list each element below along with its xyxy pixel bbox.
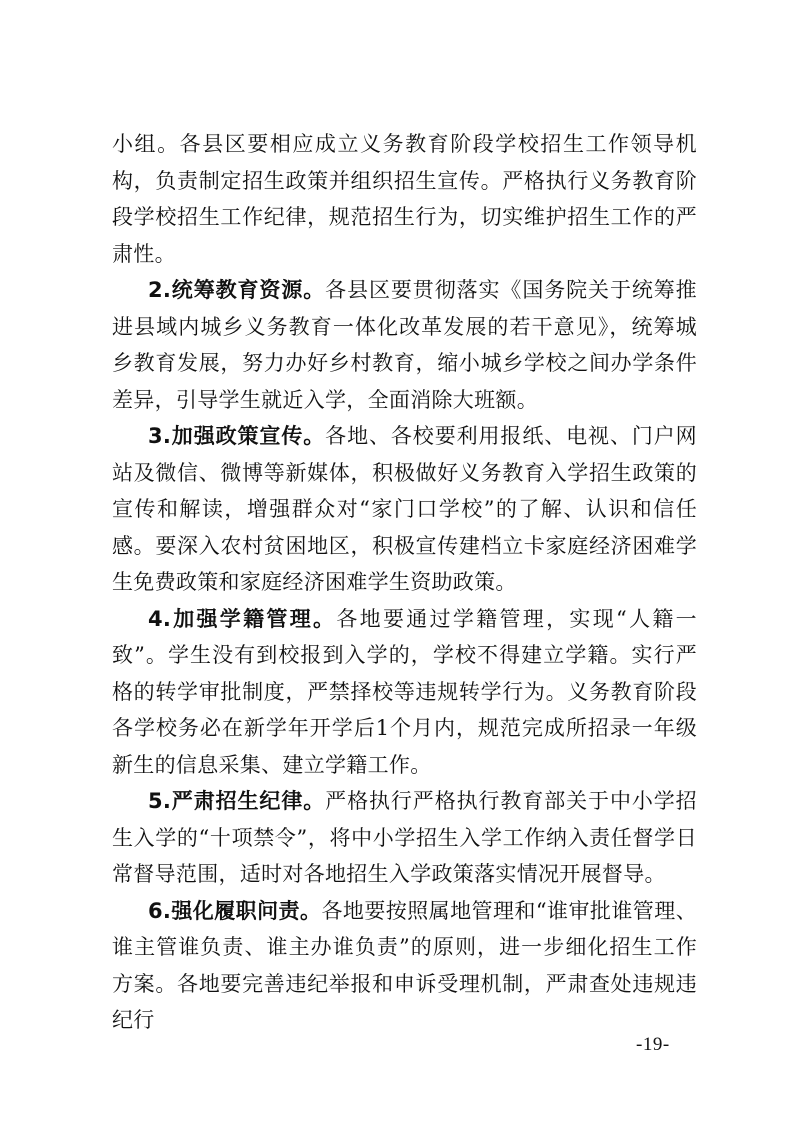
paragraph-6-heading: 6.强化履职问责。 xyxy=(148,898,322,923)
paragraph-2-text: 各县区要贯彻落实《国务院关于统筹推进县域内城乡义务教育一体化改革发展的若干意见》，统筹城乡教育发展，努力办好乡村教育，缩小城乡学校之间办学条件差异，引导学生就近入学，全面消除大班额。 xyxy=(112,278,697,412)
page-number: -19- xyxy=(636,1034,670,1055)
paragraph-3-text: 各地、各校要利用报纸、电视、门户网站及微信、微博等新媒体，积极做好义务教育入学招生政策的宣传和解读，增强群众对“家门口学校”的了解、认识和信任感。要深入农村贫困地区，积极宣传建档立卡家庭经济困难学生免费政策和家庭经济困难学生资助政策。 xyxy=(112,424,697,594)
paragraph-2-heading: 2.统筹教育资源。 xyxy=(148,278,326,302)
paragraph-2 xyxy=(112,272,697,418)
paragraph-4-heading: 4.加强学籍管理。 xyxy=(148,606,337,631)
paragraph-1-text: 小组。各县区要相应成立义务教育阶段学校招生工作领导机构，负责制定招生政策并组织招生宣传。严格执行义务教育阶段学校招生工作纪律，规范招生行为，切实维护招生工作的严肃性。 xyxy=(112,132,697,266)
document-body xyxy=(112,126,697,1039)
paragraph-4-text: 各地要通过学籍管理，实现“人籍一致”。学生没有到校报到入学的，学校不得建立学籍。实行严格的转学审批制度，严禁择校等违规转学行为。义务教育阶段各学校务必在新学年开学后1个月内，规范完成所招录一年级新生的信息采集、建立学籍工作。 xyxy=(112,606,697,777)
paragraph-1 xyxy=(112,126,697,272)
paragraph-4 xyxy=(112,601,697,784)
paragraph-3-heading: 3.加强政策宣传。 xyxy=(148,424,326,448)
paragraph-5-text: 严格执行严格执行教育部关于中小学招生入学的“十项禁令”，将中小学招生入学工作纳入责任督学日常督导范围，适时对各地招生入学政策落实情况开展督导。 xyxy=(112,789,697,886)
paragraph-6 xyxy=(112,893,697,1039)
paragraph-6-text: 各地要按照属地管理和“谁审批谁管理、谁主管谁负责、谁主办谁负责”的原则，进一步细化招生工作方案。各地要完善违纪举报和申诉受理机制，严肃查处违规违纪行 xyxy=(112,898,697,1032)
paragraph-5 xyxy=(112,783,697,893)
paragraph-3 xyxy=(112,418,697,601)
paragraph-5-heading: 5.严肃招生纪律。 xyxy=(148,789,326,813)
